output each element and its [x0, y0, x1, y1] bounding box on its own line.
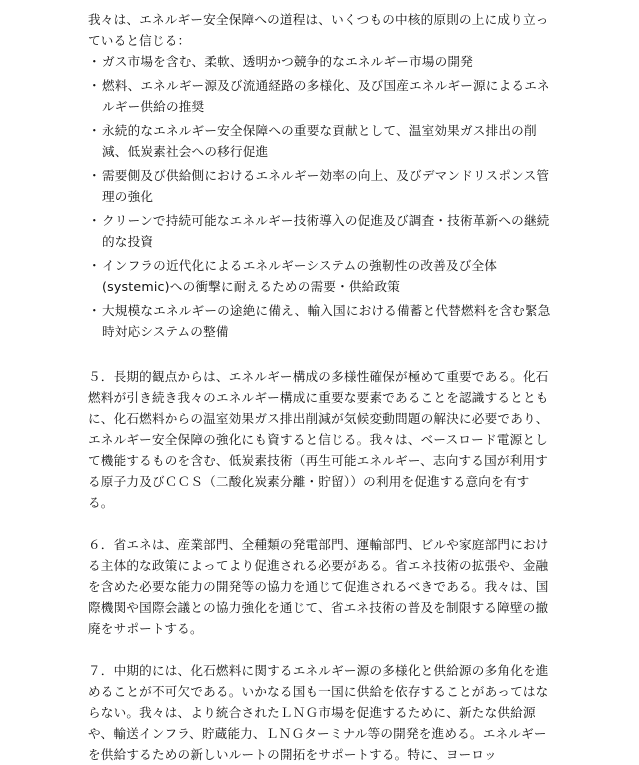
bullet-mark: ・ [88, 258, 101, 273]
list-item [88, 51, 553, 72]
paragraph-5: ５．長期的観点からは、エネルギー構成の多様性確保が極めて重要である。化石燃料が引き続き我々のエネルギー構成に重要な要素であることを認識するとともに、化石燃料からの温室効果ガス排出削減が気候変動問題の解決に必要であり、エネルギー安全保障の強化にも資すると信じる。我々は、ベースロード電源として機能するものを含む、低炭素技術（再生可能エネルギー、志向する国が利用する原子力及びＣＣＳ（二酸化炭素分離・貯留））の利用を促進する意向を有する。 [88, 369, 549, 510]
paragraph-gap [88, 639, 553, 660]
list-item [88, 120, 553, 162]
list-item-text: 需要側及び供給側におけるエネルギー効率の向上、及びデマンドリスポンス管理の強化 [102, 168, 550, 204]
paragraph-7: ７．中期的には、化石燃料に関するエネルギー源の多様化と供給源の多角化を進めることが不可欠である。いかなる国も一国に供給を依存することがあってはならない。我々は、より統合されたＬＮＧ市場を促進するために、新たな供給源や、輸送インフラ、貯蔵能力、ＬＮＧターミナル等の開発を進める。エネルギーを供給するための新しいルートの開拓をサポートする。特に、ヨーロッ [88, 663, 549, 762]
list-item-text: 大規模なエネルギーの途絶に備え、輸入国における備蓄と代替燃料を含む緊急時対応システムの整備 [102, 303, 551, 339]
list-item-text: クリーンで持続可能なエネルギー技術導入の促進及び調査・技術革新への継続的な投資 [102, 213, 550, 249]
bullet-mark: ・ [88, 78, 101, 93]
intro-paragraph: 我々は、エネルギー安全保障への道程は、いくつもの中核的原則の上に成り立っていると信じる： [88, 12, 549, 48]
bullet-mark: ・ [88, 54, 101, 69]
list-item-text: インフラの近代化によるエネルギーシステムの強靭性の改善及び全体(systemic)への衝撃に耐えるための需要・供給政策 [102, 258, 498, 294]
paragraph-gap [88, 513, 553, 534]
list-item [88, 75, 553, 117]
document-body [88, 9, 553, 765]
bullet-mark: ・ [88, 123, 101, 138]
bullet-mark: ・ [88, 303, 101, 318]
list-item [88, 210, 553, 252]
list-item [88, 165, 553, 207]
bullet-mark: ・ [88, 168, 101, 183]
list-item-text: ガス市場を含む、柔軟、透明かつ競争的なエネルギー市場の開発 [102, 54, 474, 69]
bullet-mark: ・ [88, 213, 101, 228]
principles-list [88, 51, 553, 342]
list-item-text: 燃料、エネルギー源及び流通経路の多様化、及び国産エネルギー源によるエネルギー供給の推奨 [102, 78, 550, 114]
paragraph-gap [88, 345, 553, 366]
paragraph-6: ６．省エネは、産業部門、全種類の発電部門、運輸部門、ビルや家庭部門における主体的な政策によってより促進される必要がある。省エネ技術の拡張や、金融を含めた必要な能力の開発等の協力を通じて促進されるべきである。我々は、国際機関や国際会議との協力強化を通じて、省エネ技術の普及を制限する障壁の撤廃をサポートする。 [88, 537, 549, 636]
list-item [88, 300, 553, 342]
list-item-text: 永続的なエネルギー安全保障への重要な貢献として、温室効果ガス排出の削減、低炭素社会への移行促進 [102, 123, 537, 159]
list-item [88, 255, 553, 297]
